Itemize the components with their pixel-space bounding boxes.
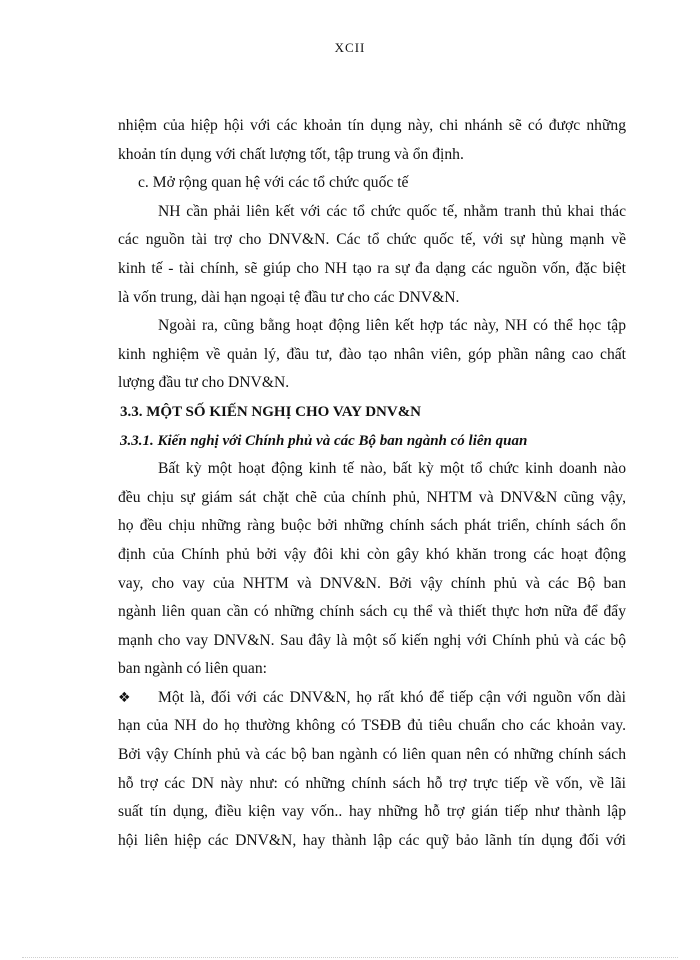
paragraph-line: họ đều chịu những ràng buộc bởi những chính sách phát triển, chính sách ổn <box>118 517 626 535</box>
paragraph-line: Bất kỳ một hoạt động kinh tế nào, bất kỳ một tổ chức kinh doanh nào <box>158 460 626 478</box>
subsection-heading: 3.3.1. Kiến nghị với Chính phủ và các Bộ ban ngành có liên quan <box>120 432 528 449</box>
paragraph-line: hội liên hiệp các DNV&N, hay thành lập các quỹ bảo lãnh tín dụng đối với <box>118 831 626 849</box>
paragraph-line: nhiệm của hiệp hội với các khoản tín dụng này, chi nhánh sẽ có được những <box>118 117 626 134</box>
paragraph-line: vay, cho vay của NHTM và DNV&N. Bởi vậy chính phủ và các Bộ ban <box>118 574 626 592</box>
paragraph-line: đều chịu sự giám sát chặt chẽ của chính phủ, NHTM và DNV&N cũng vậy, <box>118 488 626 506</box>
paragraph-line: các nguồn tài trợ cho DNV&N. Các tổ chức quốc tế, với sự hùng mạnh về <box>118 231 626 249</box>
bullet-item <box>118 684 626 713</box>
paragraph-line: hạn của NH do họ thường không có TSĐB đủ tiêu chuẩn cho các khoản vay. <box>118 717 626 735</box>
paragraph-line: mạnh cho vay DNV&N. Sau đây là một số kiến nghị với Chính phủ và các bộ <box>118 631 626 649</box>
paragraph-line: là vốn trung, dài hạn ngoại tệ đầu tư cho các DNV&N. <box>118 288 460 306</box>
paragraph-line: kinh nghiệm về quản lý, đầu tư, đào tạo nhân viên, góp phần nâng cao chất <box>118 345 626 363</box>
paragraph-line: Ngoài ra, cũng bằng hoạt động liên kết hợp tác này, NH có thể học tập <box>158 317 626 335</box>
paragraph-line: lượng đầu tư cho DNV&N. <box>118 374 290 392</box>
section-heading: 3.3. MỘT SỐ KIẾN NGHỊ CHO VAY DNV&N <box>120 403 422 420</box>
bullet-first-line: Một là, đối với các DNV&N, họ rất khó để tiếp cận với nguồn vốn dài <box>158 688 626 706</box>
paragraph-line: kinh tế - tài chính, sẽ giúp cho NH tạo ra sự đa dạng các nguồn vốn, đặc biệt <box>118 259 626 277</box>
paragraph-line: ngành liên quan cần có những chính sách cụ thể và thiết thực hơn nữa để đẩy <box>118 603 626 621</box>
paragraph-line: Bởi vậy Chính phủ và các bộ ban ngành có liên quan nên có những chính sách <box>118 746 626 764</box>
paragraph-line: ban ngành có liên quan: <box>118 660 267 678</box>
paragraph-line: định của Chính phủ bởi vậy đôi khi còn gây khó khăn trong các hoạt động <box>118 545 626 563</box>
page-body <box>118 112 626 855</box>
paragraph-line: khoản tín dụng với chất lượng tốt, tập trung và ổn định. <box>118 145 464 163</box>
diamond-bullet-icon: ❖ <box>118 689 131 706</box>
page-bottom-divider <box>22 957 678 958</box>
paragraph-line: NH cần phải liên kết với các tổ chức quốc tế, nhằm tranh thủ khai thác <box>158 202 626 220</box>
list-item-c: c. Mở rộng quan hệ với các tổ chức quốc tế <box>138 174 409 192</box>
page-number: XCII <box>334 40 366 55</box>
paragraph-line: hỗ trợ các DN này như: có những chính sách hỗ trợ trực tiếp về vốn, về lãi <box>118 774 626 792</box>
paragraph-line: suất tín dụng, điều kiện vay vốn.. hay những hỗ trợ gián tiếp như thành lập <box>118 803 626 821</box>
